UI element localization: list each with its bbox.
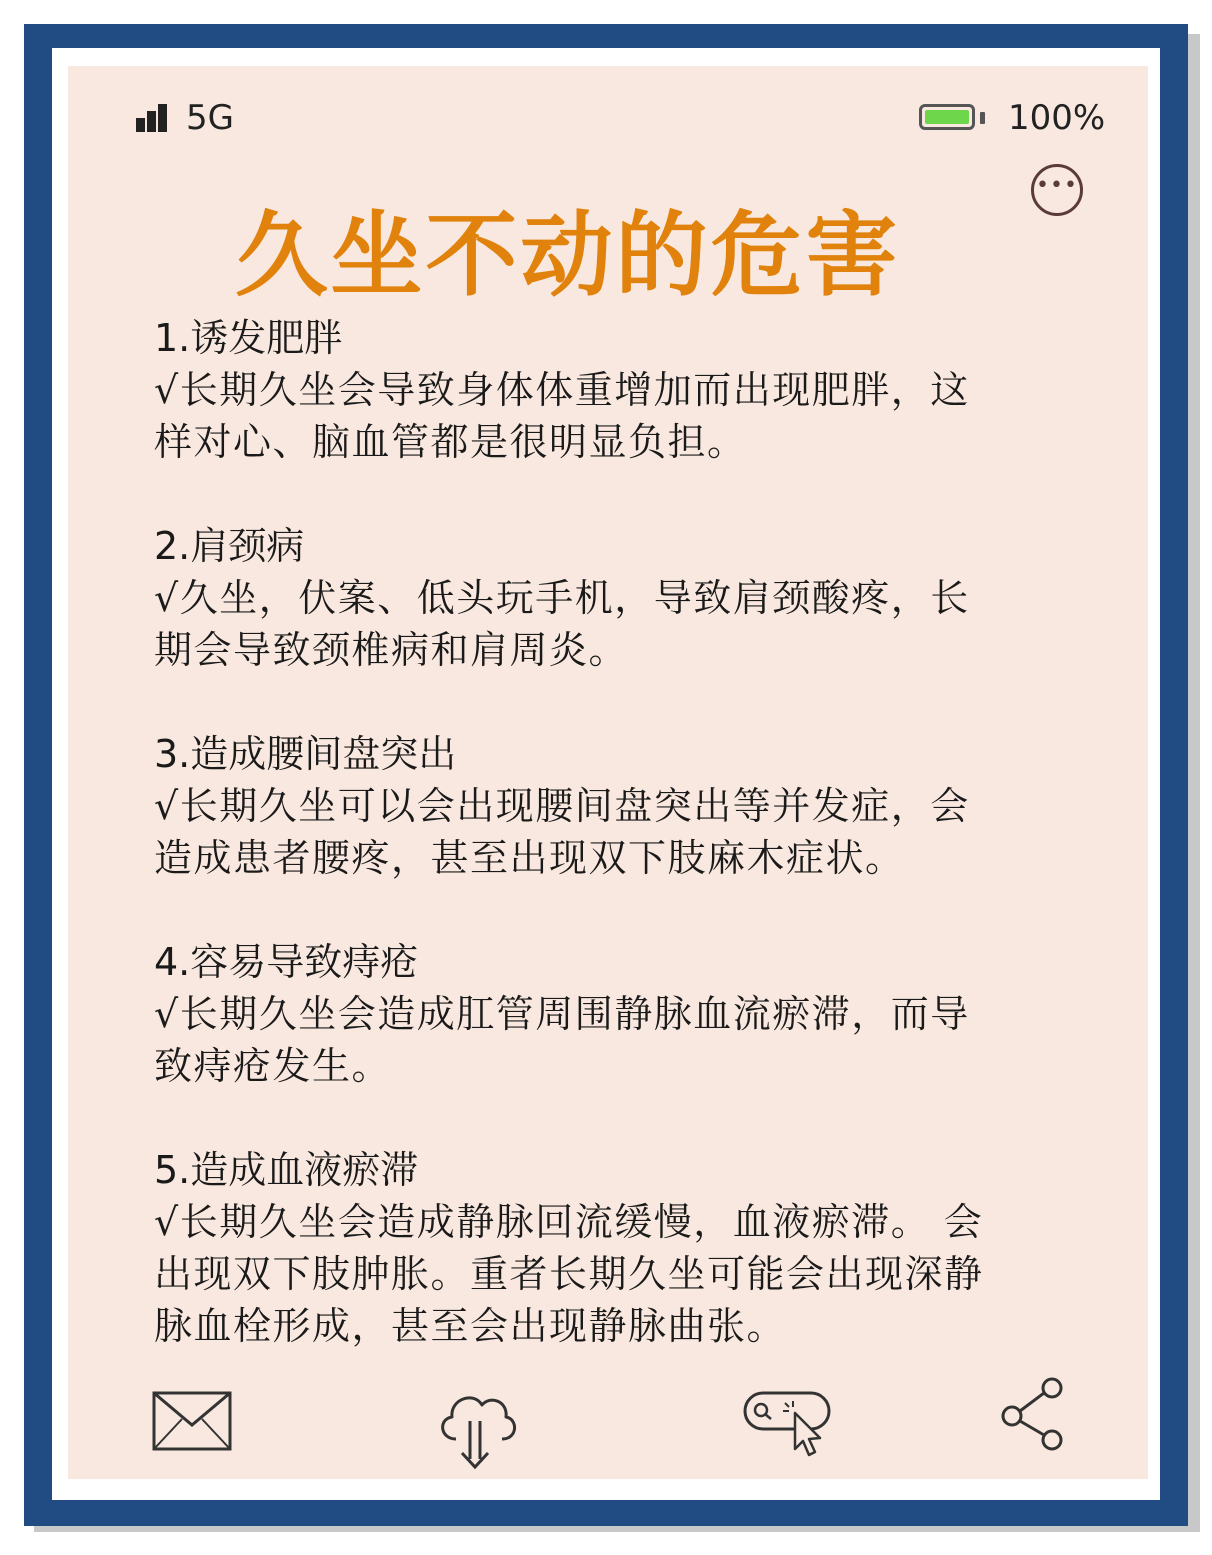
share-icon[interactable]: [1000, 1376, 1066, 1452]
item-line: √长期久坐可以会出现腰间盘突出等并发症，会: [154, 784, 970, 828]
article-content: [154, 312, 1054, 1404]
network-label: 5G: [186, 98, 234, 138]
bottom-toolbar: [68, 1371, 1148, 1471]
item-heading: 1.诱发肥胖: [154, 316, 343, 360]
item-heading: 3.造成腰间盘突出: [154, 732, 457, 776]
item-line: √长期久坐会造成静脉回流缓慢，血液瘀滞。 会: [154, 1200, 984, 1244]
more-icon[interactable]: •••: [1031, 164, 1083, 216]
item-heading: 2.肩颈病: [154, 524, 305, 568]
item-line: 出现双下肢肿胀。重者长期久坐可能会出现深静: [154, 1252, 984, 1296]
item-heading: 5.造成血液瘀滞: [154, 1148, 419, 1192]
item-line: 脉血栓形成，甚至会出现静脉曲张。: [154, 1304, 787, 1348]
item-line: √长期久坐会导致身体体重增加而出现肥胖，这: [154, 368, 970, 412]
item-line: 致痔疮发生。: [154, 1044, 392, 1088]
status-bar: [68, 96, 1148, 146]
item-line: 造成患者腰疼，甚至出现双下肢麻木症状。: [154, 836, 905, 880]
list-item: [154, 1144, 1054, 1352]
page-title: 久坐不动的危害: [235, 202, 901, 309]
list-item: [154, 728, 1054, 884]
battery-percent: 100%: [1008, 98, 1106, 138]
item-line: √长期久坐会造成肛管周围静脉血流瘀滞，而导: [154, 992, 970, 1036]
signal-icon: [136, 102, 176, 132]
search-click-icon[interactable]: [743, 1389, 835, 1461]
item-heading: 4.容易导致痔疮: [154, 940, 419, 984]
battery-icon: [919, 104, 975, 130]
item-line: √久坐，伏案、低头玩手机，导致肩颈酸疼，长: [154, 576, 970, 620]
list-item: [154, 520, 1054, 676]
list-item: [154, 936, 1054, 1092]
item-line: 样对心、脑血管都是很明显负担。: [154, 420, 747, 464]
item-line: 期会导致颈椎病和肩周炎。: [154, 628, 629, 672]
mail-icon[interactable]: [152, 1391, 232, 1451]
battery-cap: [980, 112, 985, 124]
list-item: [154, 312, 1054, 468]
phone-screen: [68, 66, 1148, 1479]
cloud-download-icon[interactable]: [434, 1381, 518, 1471]
